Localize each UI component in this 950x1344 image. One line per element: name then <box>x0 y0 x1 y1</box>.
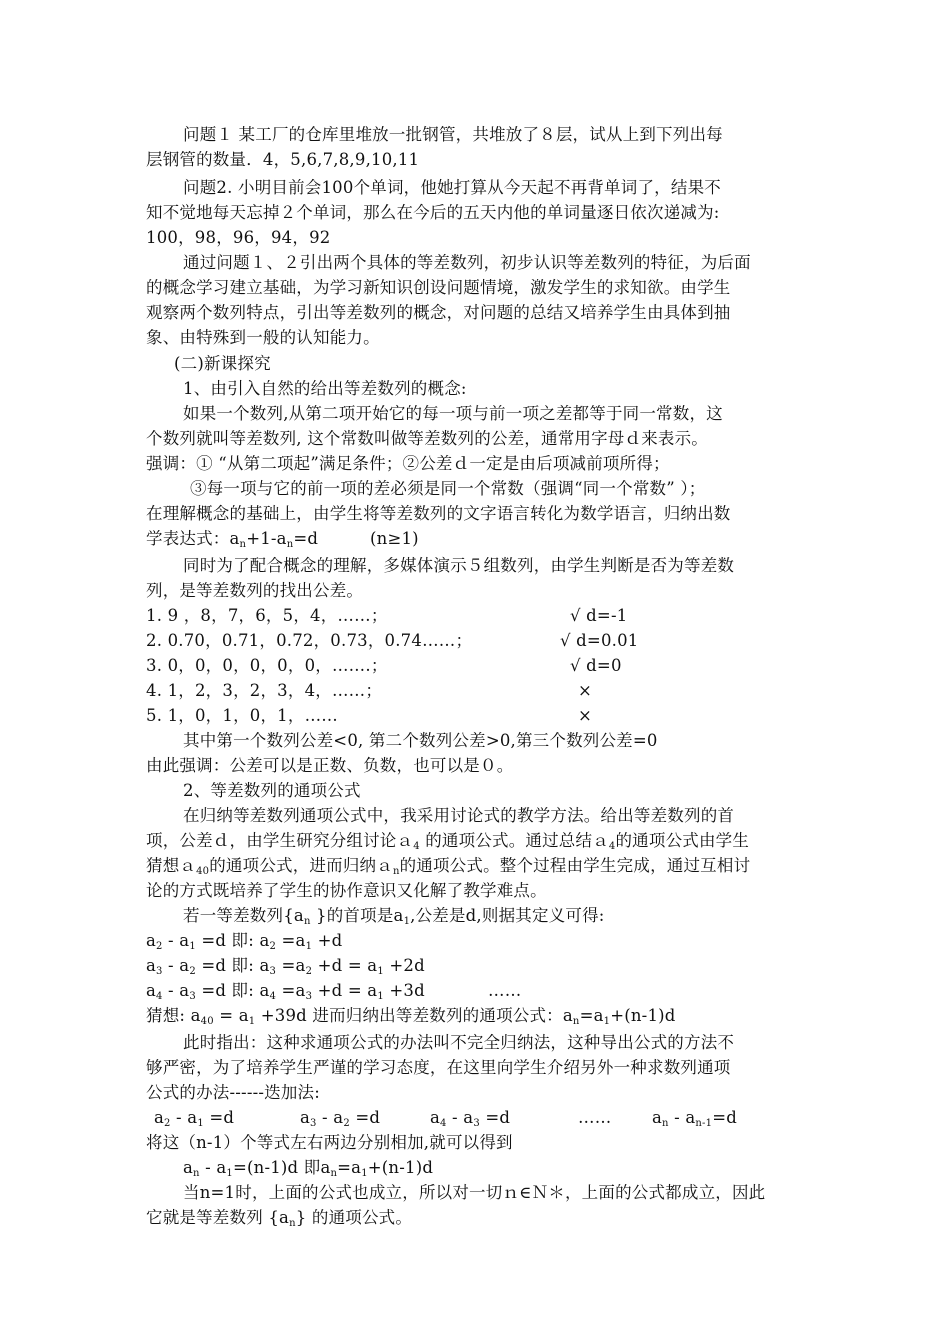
subscript: 3 <box>305 991 313 1002</box>
subscript: 2 <box>343 1118 350 1129</box>
subscript: n <box>193 1168 200 1179</box>
subsection-title: 2、等差数列的通项公式 <box>183 781 361 800</box>
subscript: n <box>330 1168 338 1179</box>
example-result: √ d=0 <box>570 656 622 675</box>
text-part: +3d <box>383 981 425 1000</box>
subscript: 3 <box>269 966 277 977</box>
method-text <box>146 829 749 853</box>
equation: $a_n - a_{n-1}=d$ <box>652 1108 737 1129</box>
text-part: a <box>183 1158 194 1177</box>
subscript: n <box>303 916 311 927</box>
text-part: =a <box>281 981 306 1000</box>
subscript: 2 <box>305 966 313 977</box>
subscript: 3 <box>310 1118 317 1129</box>
text-part: 项，公差ｄ，由学生研究分组讨论ａ <box>146 831 414 850</box>
text-part: 的通项公式。整个过程由学生完成，通过互相讨 <box>399 856 751 875</box>
result-formula <box>183 1156 433 1180</box>
equation: $a_3 - a_2 =d$ <box>300 1108 381 1129</box>
subscript: n <box>392 866 400 877</box>
text-part: 的通项公式，进而归纳ａ <box>209 856 393 875</box>
text-part: 它就是等差数列 {a <box>146 1208 290 1227</box>
conclusion-text <box>146 1206 412 1230</box>
text-part: =d 即: a <box>201 931 270 950</box>
summary-text: 由此强调：公差可以是正数、负数，也可以是０。 <box>146 756 514 775</box>
intro-text: 象、由特殊到一般的认知能力。 <box>146 328 380 347</box>
text-part: } 的通项公式。 <box>295 1208 413 1227</box>
definition-text: 在理解概念的基础上，由学生将等差数列的文字语言转化为数学语言，归纳出数 <box>146 504 731 523</box>
subscript: n <box>662 1118 669 1129</box>
text-part: =(n-1)d 即a <box>232 1158 331 1177</box>
telescoping-text: 够严密，为了培养学生严谨的学习态度，在这里向学生介绍另外一种求数列通项 <box>146 1058 731 1077</box>
example-result: × <box>578 681 593 700</box>
method-text: 论的方式既培养了学生的协作意识又化解了教学难点。 <box>146 881 547 900</box>
example-result: √ d=-1 <box>570 606 628 625</box>
subscript: 4 <box>440 1118 447 1129</box>
subscript: 1 <box>377 966 384 977</box>
example-sequence: 3. 0，0，0，0，0，0，…….； <box>146 656 388 675</box>
example-result: × <box>578 706 593 725</box>
subscript: 40 <box>200 1016 214 1027</box>
subscript: n-1 <box>695 1118 713 1129</box>
text-part: =d 即: a <box>201 956 270 975</box>
text-part: +d <box>312 931 343 950</box>
subscript: n <box>239 539 247 550</box>
intro-text: 的概念学习建立基础，为学习新知识创设问题情境，激发学生的求知欲。由学生 <box>146 278 731 297</box>
problem-1-answer: 层钢管的数量．4，5,6,7,8,9,10,11 <box>146 150 420 169</box>
text-part: }的首项是a <box>310 906 404 925</box>
formula-condition: (n≥1) <box>370 529 419 548</box>
example-sequence: 1. 9 ，8，7，6，5，4，……； <box>146 606 388 625</box>
method-text <box>146 854 750 878</box>
subscript: 1 <box>305 941 313 952</box>
telescoping-text: 将这（n-1）个等式左右两边分别相加,就可以得到 <box>146 1133 513 1152</box>
subscript: n <box>286 539 294 550</box>
conclusion-text: 当n=1时，上面的公式也成立，所以对一切ｎ∈Ｎ＊，上面的公式都成立，因此 <box>183 1183 766 1202</box>
subscript: n <box>572 1016 580 1027</box>
subscript: 1 <box>248 1016 256 1027</box>
text-part: =a <box>281 956 306 975</box>
text-part: +(n-1)d <box>610 1006 676 1025</box>
section-title: (二)新课探究 <box>174 354 271 373</box>
formula-part: =d <box>293 529 319 548</box>
problem-2-text: 问题2. 小明目前会100个单词，他她打算从今天起不再背单词了，结果不 <box>183 178 721 197</box>
problem-2-text: 知不觉地每天忘掉２个单词，那么在今后的五天内他的单词量逐日依次递减为: <box>146 203 720 222</box>
subscript: 4 <box>608 841 616 852</box>
intro-text: 通过问题１、２引出两个具体的等差数列，初步认识等差数列的特征，为后面 <box>183 253 751 272</box>
telescoping-text: 公式的办法------迭加法: <box>146 1083 321 1102</box>
subscript: 1 <box>189 941 196 952</box>
text-part: - a <box>199 1158 227 1177</box>
intro-text: 观察两个数列特点，引出等差数列的概念，对问题的总结又培养学生由具体到抽 <box>146 303 731 322</box>
text-part: +2d <box>383 956 425 975</box>
equation: $a_4 - a_3 =d$ <box>430 1108 511 1129</box>
example-sequence: 2. 0.70，0.71，0.72，0.73，0.74……； <box>146 631 473 650</box>
subscript: 2 <box>164 1118 171 1129</box>
subscript: 1 <box>603 1016 611 1027</box>
problem-1-text: 问题１ 某工厂的仓库里堆放一批钢管，共堆放了８层，试从上到下列出每 <box>183 125 723 144</box>
formula-part: 学表达式：a <box>146 529 240 548</box>
text-part: =a <box>281 931 306 950</box>
example-sequence: 4. 1，2，3，2，3，4，……； <box>146 681 383 700</box>
formula-expression <box>146 527 318 551</box>
formula-part: +1-a <box>246 529 287 548</box>
equation: $a_2 - a_1 =d$ <box>154 1108 235 1129</box>
equation: $a_2 - a_1 =d$ 即: $a_2 =a_1 +d$ <box>146 931 343 952</box>
subscript: 1 <box>361 1168 368 1179</box>
text-part: =d 即: a <box>201 981 270 1000</box>
definition-text: 如果一个数列,从第二项开始它的每一项与前一项之差都等于同一常数，这 <box>183 404 723 423</box>
summary-text: 其中第一个数列公差<0, 第二个数列公差>0,第三个数列公差=0 <box>183 731 658 750</box>
subscript: 2 <box>156 941 163 952</box>
definition-text: 个数列就叫等差数列, 这个常数叫做等差数列的公差，通常用字母ｄ来表示。 <box>146 429 708 448</box>
telescoping-text: 此时指出：这种求通项公式的办法叫不完全归纳法，这种导出公式的方法不 <box>183 1033 735 1052</box>
subscript: 1 <box>377 991 384 1002</box>
subscript: 4 <box>413 841 420 852</box>
subscript: 4 <box>156 991 163 1002</box>
emphasis-text: ③每一项与它的前一项的差必须是同一个常数（强调“同一个常数” ）； <box>190 479 706 498</box>
subscript: 3 <box>189 991 196 1002</box>
example-sequence: 5. 1，0，1，0，1，…… <box>146 706 338 725</box>
text-part: +(n-1)d <box>367 1158 434 1177</box>
text-part: 猜想ａ <box>146 856 197 875</box>
text-part: 若一等差数列{a <box>183 906 304 925</box>
text-part: = a <box>213 1006 249 1025</box>
method-text: 在归纳等差数列通项公式中，我采用讨论式的教学方法。给出等差数列的首 <box>183 806 735 825</box>
subscript: 1 <box>197 1118 204 1129</box>
text-part: =a <box>579 1006 604 1025</box>
general-formula <box>146 1004 676 1028</box>
text-part: 猜想: a <box>146 1006 201 1025</box>
problem-2-answer: 100，98，96，94，92 <box>146 228 331 247</box>
equation: $a_3 - a_2 =d$ 即: $a_3 =a_2 +d = a_1 +2d$ <box>146 956 425 977</box>
text-part: =a <box>337 1158 362 1177</box>
subscript: 2 <box>269 941 277 952</box>
text-part: +d = a <box>317 981 378 1000</box>
text-part: ,公差是d,则据其定义可得: <box>410 906 605 925</box>
subscript: 1 <box>226 1168 233 1179</box>
definition-statement <box>183 904 605 928</box>
emphasis-text: 强调：① “从第二项起”满足条件；②公差ｄ一定是由后项减前项所得； <box>146 454 670 473</box>
demo-text: 同时为了配合概念的理解，多媒体演示５组数列，由学生判断是否为等差数 <box>183 556 735 575</box>
subsection-title: 1、由引入自然的给出等差数列的概念: <box>183 379 467 398</box>
text-part: +39d 进而归纳出等差数列的通项公式：a <box>255 1006 573 1025</box>
text-part: 的通项公式。通过总结ａ <box>419 831 609 850</box>
demo-text: 列，是等差数列的找出公差。 <box>146 581 364 600</box>
ellipsis: …… <box>488 981 522 1000</box>
ellipsis: …… <box>578 1108 612 1127</box>
text-part: +d = a <box>317 956 378 975</box>
subscript: 4 <box>269 991 277 1002</box>
text-part: 的通项公式由学生 <box>615 831 750 850</box>
subscript: 40 <box>196 866 210 877</box>
subscript: n <box>289 1218 296 1229</box>
subscript: 3 <box>156 966 163 977</box>
equation: $a_4 - a_3 =d$ 即: $a_4 =a_3 +d = a_1 +3d$ <box>146 981 425 1002</box>
example-result: √ d=0.01 <box>560 631 639 650</box>
subscript: 1 <box>403 916 411 927</box>
subscript: 3 <box>473 1118 480 1129</box>
subscript: 2 <box>189 966 196 977</box>
